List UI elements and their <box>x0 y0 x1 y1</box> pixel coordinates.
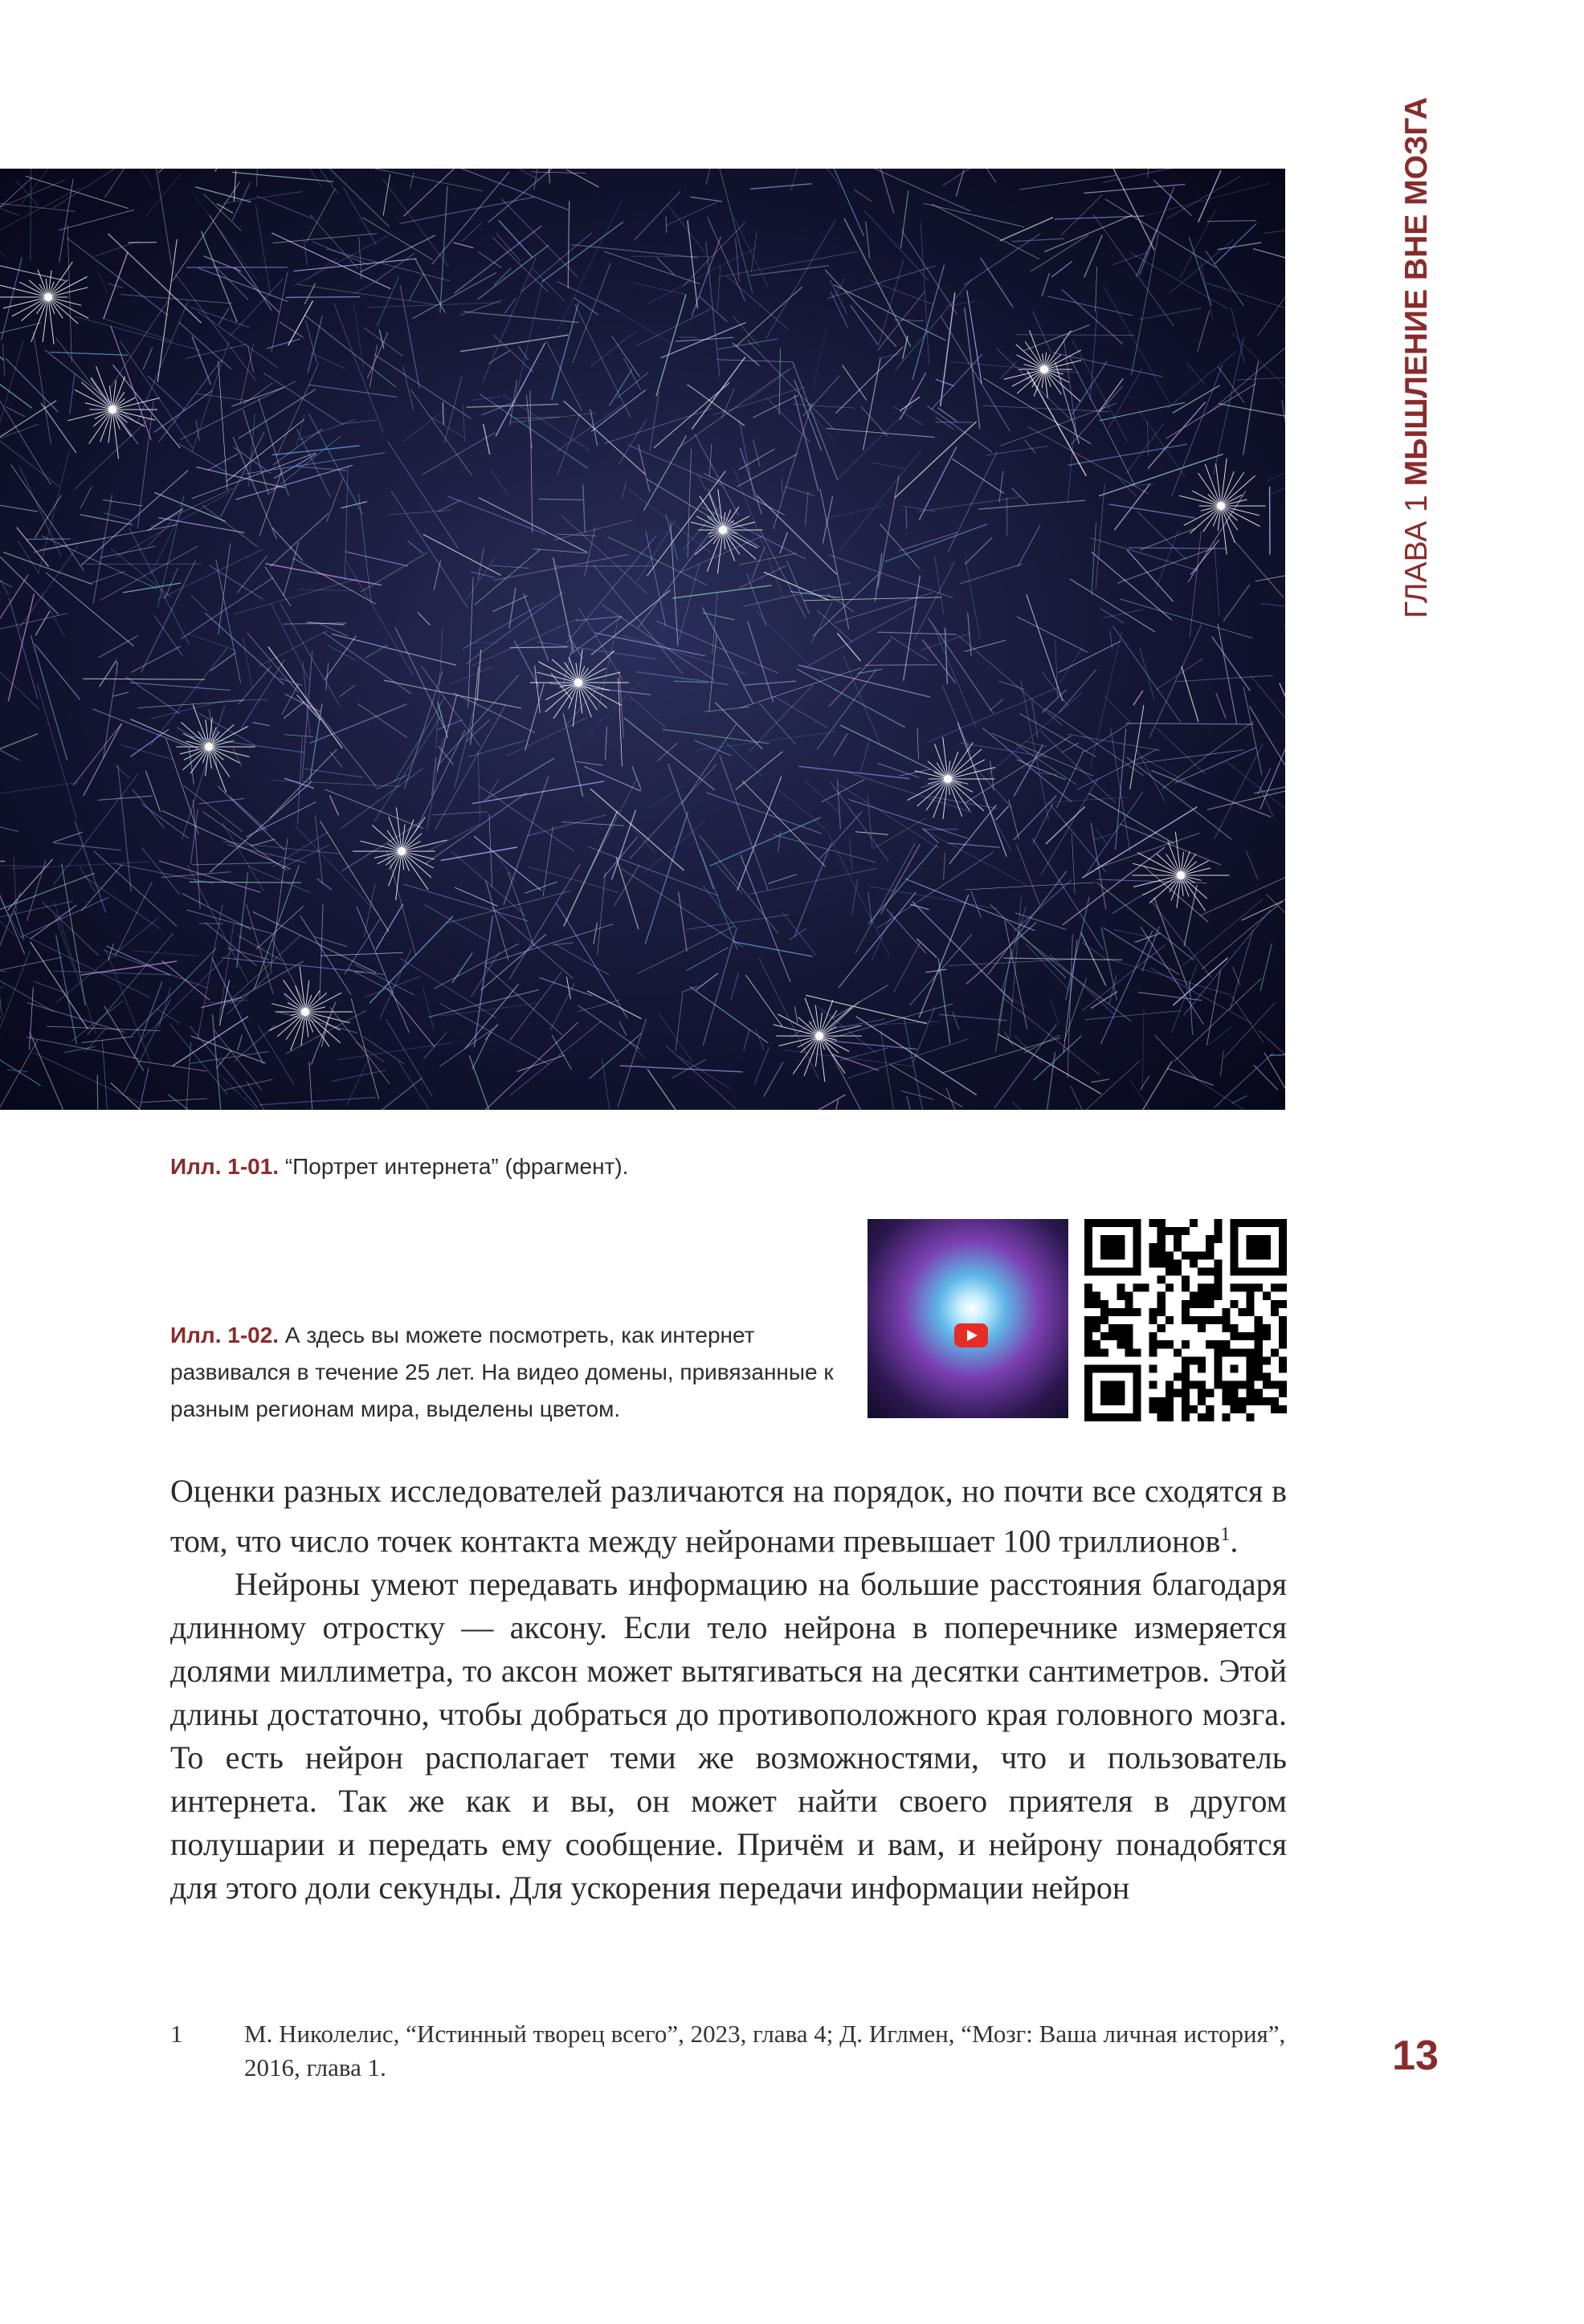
paragraph: Оценки разных исследователей различаются на порядок, но почти все сходятся в том, что число точек контакта между нейронами превышает 100 триллионов$^1$. <box>170 1473 1287 1560</box>
footnote-number: 1 <box>170 2020 183 2048</box>
figure-caption-text: А здесь вы можете посмотреть, как интернет развивался в течение 25 лет. На видео домены, привязанные к разным регионам мира, выделены цветом. <box>170 1323 834 1421</box>
footnote-ref[interactable]: 1 <box>1220 1524 1231 1545</box>
paragraph: Нейроны умеют передавать информацию на большие расстояния благодаря длинному отростку — аксону. Если тело нейрона в поперечнике измеряется долями миллиметра, то аксон может вытягиваться на десятки сантиметров. Этой длины достаточно, чтобы добраться до противоположного края головного мозга. То есть нейрон располагает теми же возможностями, что и пользователь интернета. Так же как и вы, он может найти своего приятеля в другом полушарии и передать ему сообщение. Причём и вам, и нейрону понадобятся для этого доли секунды. Для ускорения передачи информации нейрон <box>170 1566 1287 1906</box>
chapter-label: ГЛАВА 1 <box>1399 495 1434 618</box>
running-head <box>1388 96 1444 618</box>
footnote <box>170 2017 1287 2085</box>
main-text <box>170 1470 1287 1910</box>
page-number: 13 <box>1392 2032 1439 2079</box>
figure-label: Илл. 1-01. <box>170 1154 280 1179</box>
figure-label: Илл. 1-02. <box>170 1323 280 1348</box>
figure-caption-text: “Портрет интернета” (фрагмент). <box>284 1154 629 1179</box>
internet-map-figure <box>0 169 1285 1110</box>
footnote-text: М. Николелис, “Истинный творец всего”, 2023, глава 4; Д. Иглмен, “Мозг: Ваша личная история”, 2016, глава 1. <box>244 2020 1286 2081</box>
chapter-title: МЫШЛЕНИЕ ВНЕ МОЗГА <box>1399 96 1434 487</box>
video-thumbnail[interactable] <box>868 1219 1068 1418</box>
figure-caption-1 <box>170 1148 974 1185</box>
figure-caption-2 <box>170 1317 845 1428</box>
qr-code[interactable] <box>1084 1219 1287 1421</box>
play-icon[interactable] <box>954 1323 988 1348</box>
